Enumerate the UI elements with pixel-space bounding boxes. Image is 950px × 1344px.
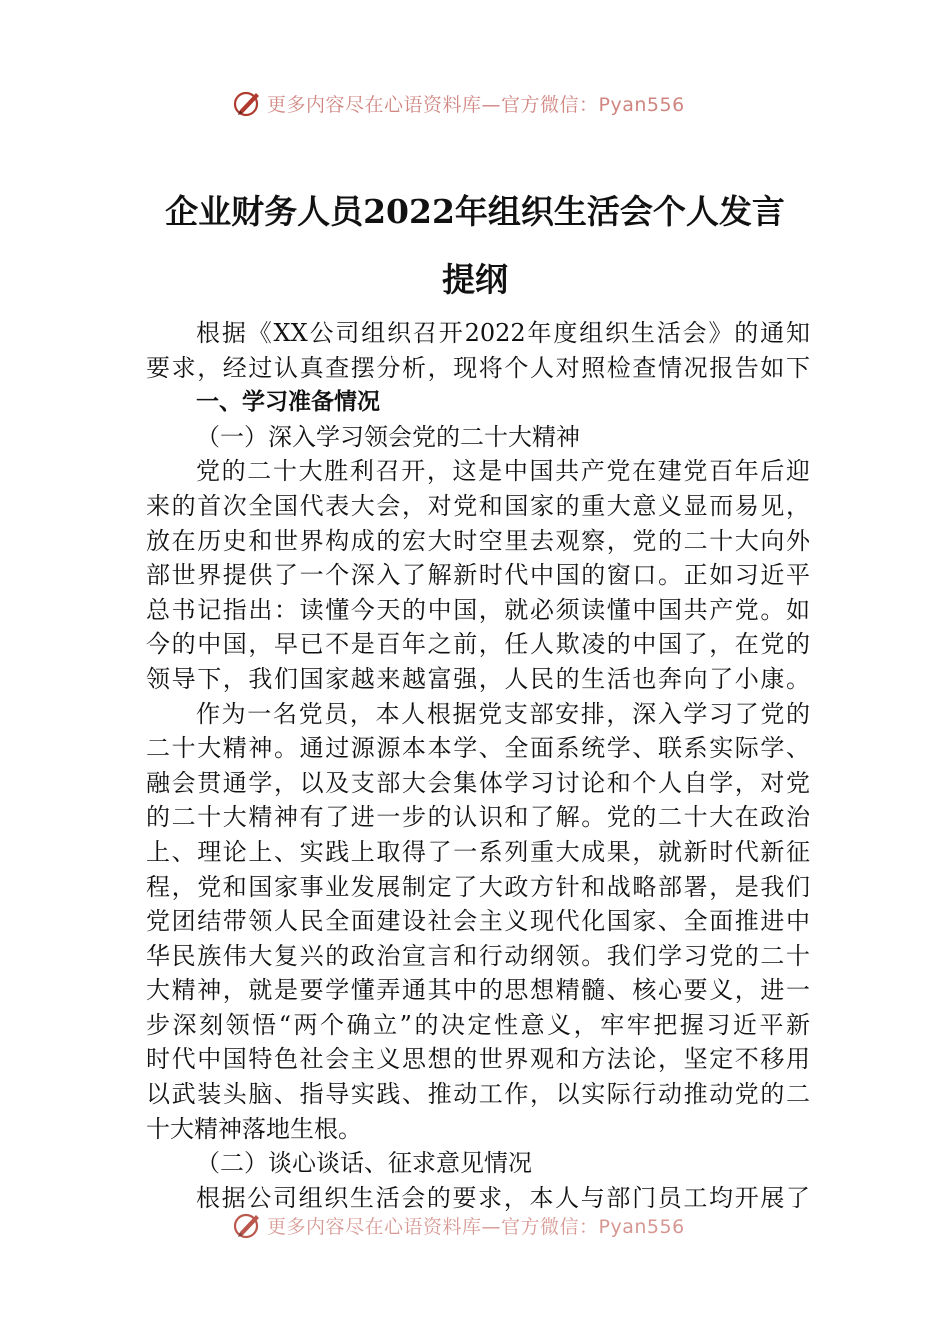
paragraph-line: 根据公司组织生活会的要求，本人与部门员工均开展了 [196, 1183, 810, 1212]
paragraph-line: 华民族伟大复兴的政治宣言和行动纲领。我们学习党的二十 [146, 941, 810, 970]
document-title-line-1: 企业财务人员2022年组织生活会个人发言 [165, 192, 785, 231]
paragraph-line: 要求，经过认真查摆分析，现将个人对照检查情况报告如下 [146, 353, 810, 382]
paragraph-line: 作为一名党员，本人根据党支部安排，深入学习了党的 [196, 699, 810, 728]
paragraph-line: 二十大精神。通过源源本本学、全面系统学、联系实际学、 [146, 734, 810, 763]
paragraph-line: 党的二十大胜利召开，这是中国共产党在建党百年后迎 [196, 457, 810, 486]
paragraph-line: 放在历史和世界构成的宏大时空里去观察，党的二十大向外 [146, 526, 810, 555]
paragraph-line: 总书记指出：读懂今天的中国，就必须读懂中国共产党。如 [146, 595, 810, 624]
paragraph-line: 程，党和国家事业发展制定了大政方针和战略部署，是我们 [146, 872, 810, 901]
paragraph-line: 党团结带领人民全面建设社会主义现代化国家、全面推进中 [146, 907, 810, 936]
watermark-text: 更多内容尽在心语资料库—官方微信：Pyan556 [267, 93, 685, 116]
subsection-heading: （一）深入学习领会党的二十大精神 [196, 422, 580, 451]
paragraph-line: 根据《XX公司组织召开2022年度组织生活会》的通知 [196, 319, 810, 347]
subsection-heading: （二）谈心谈话、征求意见情况 [196, 1149, 532, 1178]
document-body [146, 316, 810, 1215]
pen-logo-icon [233, 1210, 263, 1240]
watermark-text: 更多内容尽在心语资料库—官方微信：Pyan556 [267, 1215, 685, 1238]
paragraph-line: 来的首次全国代表大会，对党和国家的重大意义显而易见， [146, 491, 810, 520]
paragraph-line: 今的中国，早已不是百年之前，任人欺凌的中国了，在党的 [146, 630, 810, 659]
paragraph-line: 以武装头脑、指导实践、推动工作，以实际行动推动党的二 [146, 1080, 810, 1109]
paragraph-line: 领导下，我们国家越来越富强，人民的生活也奔向了小康。 [146, 664, 810, 693]
section-heading: 一、学习准备情况 [196, 389, 380, 416]
pen-logo-icon [233, 88, 263, 118]
paragraph-line: 融会贯通学，以及支部大会集体学习讨论和个人自学，对党 [146, 768, 810, 797]
document-title-line-2: 提纲 [442, 260, 508, 299]
paragraph-line: 的二十大精神有了进一步的认识和了解。党的二十大在政治 [146, 803, 810, 832]
paragraph-line: 大精神，就是要学懂弄通其中的思想精髓、核心要义，进一 [146, 976, 810, 1005]
paragraph-line: 时代中国特色社会主义思想的世界观和方法论，坚定不移用 [146, 1045, 810, 1074]
paragraph-line: 十大精神落地生根。 [146, 1114, 362, 1143]
paragraph-line: 上、理论上、实践上取得了一系列重大成果，就新时代新征 [146, 837, 810, 866]
watermark-header [0, 84, 950, 124]
paragraph-line: 部世界提供了一个深入了解新时代中国的窗口。正如习近平 [146, 561, 810, 590]
watermark-footer [0, 1206, 950, 1246]
paragraph-line: 步深刻领悟“两个确立”的决定性意义，牢牢把握习近平新 [146, 1010, 810, 1039]
